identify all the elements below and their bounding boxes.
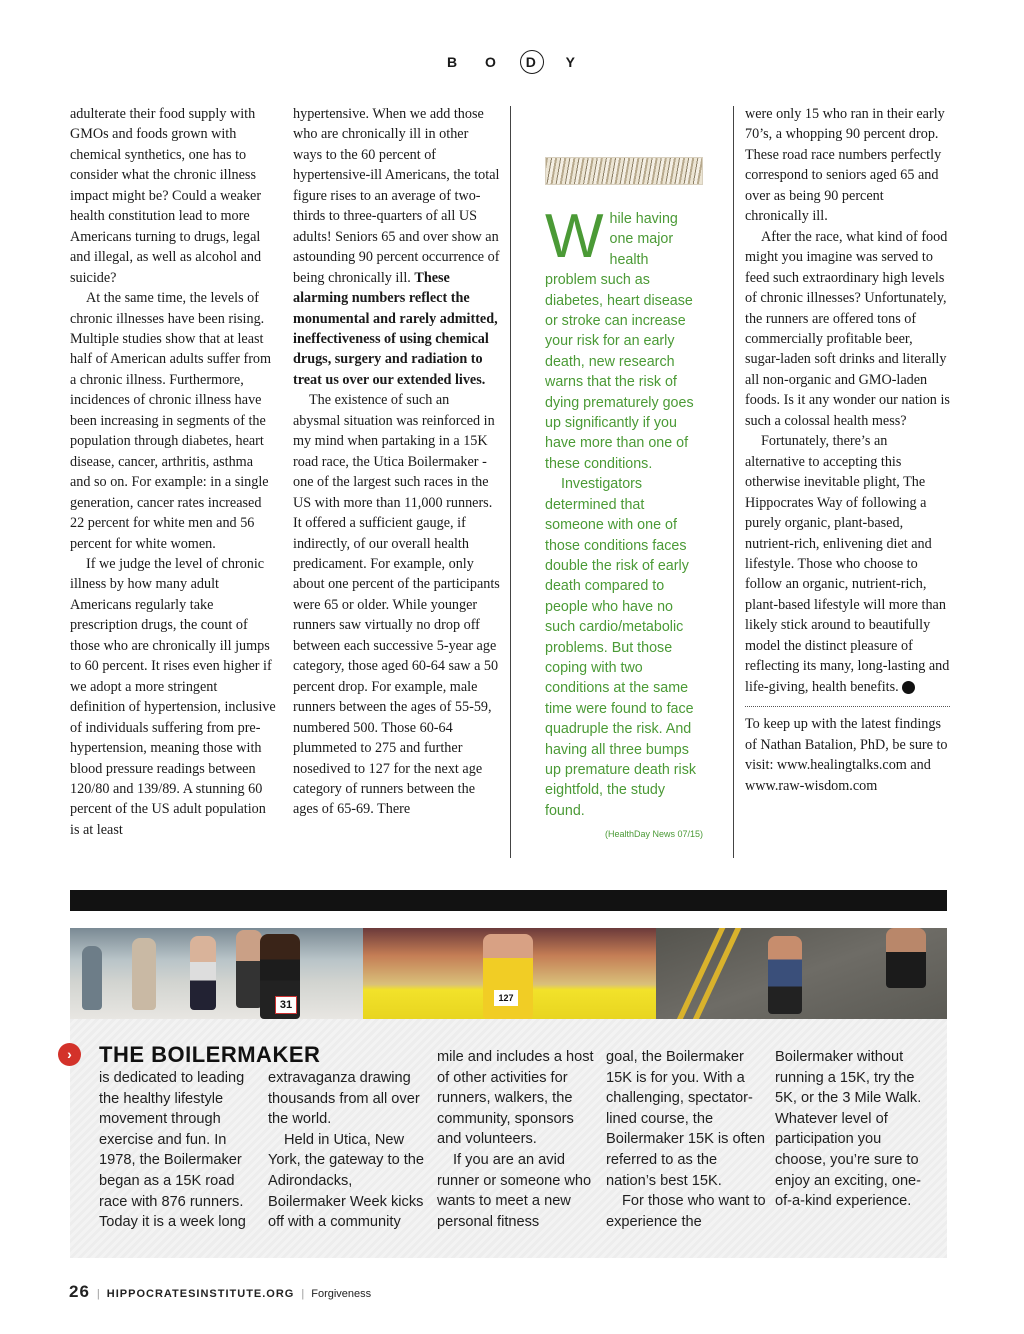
author-note: To keep up with the latest findings of Nathan Batalion, PhD, be sure to visit: www.healingtalks.com and www.raw-wisdom.com bbox=[745, 716, 948, 794]
paragraph: The existence of such an abysmal situation was reinforced in my mind when partaking in a 15K road race, the Utica Boilermaker - one of the largest such races in the US with more than 11,000 runners. It offered a sufficient gauge, if indirectly, of our overall health predicament. For example, only about one percent of the participants were 65 or older. While younger runners saw virtually no drop off between each successive 5-year age category, those aged 60-64 saw a 50 percent drop. For example, male runners between the ages of 55-59, numbered 500. Those 60-64 plummeted to 275 and further nosedived to 127 for the next age category of runners between the ages of 65-69. There bbox=[293, 392, 500, 818]
paragraph bbox=[545, 202, 703, 474]
paragraph: were only 15 who ran in their early 70’s, a whopping 90 percent drop. These road race numbers perfectly correspond to seniors aged 65 and over as being 90 percent chronically ill. bbox=[745, 106, 945, 225]
paragraph-text: hypertensive. When we add those who are chronically ill in other ways to the 60 percent of hypertensive-ill Americans, the total figure rises to an average of two-thirds to three-quarters of all US adults! Seniors 65 and over show an astounding 90 percent occurrence of being chronically ill. bbox=[293, 106, 500, 286]
boilermaker-column-1 bbox=[99, 1068, 259, 1233]
header-letter: O bbox=[485, 54, 498, 70]
website-label: HIPPOCRATESINSTITUTE.ORG bbox=[106, 1288, 295, 1300]
paragraph-text: hile having one major health problem such as diabetes, heart disease or stroke can increase your risk for an early death, new research warns that the risk of dying prematurely goes up significantly if you have more than one of these conditions. bbox=[545, 211, 694, 472]
dotted-divider bbox=[745, 706, 950, 707]
road-runner-photo bbox=[656, 928, 947, 1019]
paragraph: Investigators determined that someone with one of those conditions faces double the risk of early death compared to people who have no such cardio/metabolic problems. But those coping with two conditions at the same time were found to face quadruple the risk. And having all three bumps up premature death risk eightfold, the study found. bbox=[545, 476, 696, 819]
bold-statement: These alarming numbers reflect the monumental and rarely admitted, ineffectiveness of using chemical drugs, surgery and radiation to treat us over our extended lives. bbox=[293, 269, 498, 388]
paragraph: For those who want to experience the bbox=[606, 1193, 766, 1230]
boilermaker-column-3 bbox=[437, 1047, 597, 1232]
paragraph: After the race, what kind of food might you imagine was served to feed such extraordinary high levels of chronic illnesses? Unfortunately, the runners are offered tons of commercially profitable beer, sugar-laden soft drinks and literally all non-organic and GMO-laden foods. Is it any wonder our nation is such a colossal health mess? bbox=[745, 228, 950, 429]
source-credit: (HealthDay News 07/15) bbox=[604, 829, 703, 840]
column-divider bbox=[510, 106, 511, 858]
drop-cap: W bbox=[545, 202, 604, 271]
section-header bbox=[0, 50, 1024, 74]
paragraph: adulterate their food supply with GMOs and foods grown with chemical synthetics, one has to consider what the chronic illness impact might be? Could a weaker health constitution lead to more Americans turning to drugs, legal and illegal, as well as alcohol and suicide? bbox=[70, 106, 262, 286]
header-letter: B bbox=[446, 54, 460, 70]
article-column-1 bbox=[70, 104, 276, 840]
twig-photo bbox=[545, 157, 703, 185]
sidebar-quote bbox=[545, 157, 703, 839]
paragraph: If you are an avid runner or someone who wants to meet a new personal fitness bbox=[437, 1151, 592, 1230]
runner-figure bbox=[132, 938, 156, 1010]
paragraph: extravaganza drawing thousands from all over the world. bbox=[268, 1070, 420, 1128]
runner-figure bbox=[768, 936, 802, 1014]
end-mark-icon: H bbox=[902, 681, 915, 694]
paragraph: mile and includes a host of other activities for runners, walkers, the community, sponsors and volunteers. bbox=[437, 1049, 594, 1148]
paragraph: At the same time, the levels of chronic illnesses have been rising. Multiple studies show that at least half of American adults suffer from a chronic illness. Furthermore, incidences of chronic illness have been increasing in segments of the population through diabetes, heart disease, cancer, arthritis, asthma and so on. For example: in a single generation, cancer rates increased 22 percent for white men and 56 percent for white women. bbox=[70, 290, 272, 552]
runner-figure bbox=[236, 930, 262, 1008]
paragraph bbox=[293, 104, 500, 390]
paragraph: Held in Utica, New York, the gateway to the Adirondacks, Boilermaker Week kicks off with a community bbox=[268, 1131, 425, 1231]
race-bib: 127 bbox=[494, 990, 518, 1006]
header-letter-circled: D bbox=[520, 50, 544, 74]
paragraph: If we judge the level of chronic illness by how many adult Americans regularly take prescription drugs, the count of those who are chronically ill jumps to 60 percent. It rises even higher if we adopt a more stringent definition of hypertension, inclusive of individuals suffering from pre-hypertension, meaning those with blood pressure readings between 120/80 and 139/89. A stunning 60 percent of the US adult population is at least bbox=[70, 555, 276, 838]
boilermaker-column-4 bbox=[606, 1047, 766, 1232]
divider-bar bbox=[70, 890, 947, 911]
paragraph: goal, the Boilermaker 15K is for you. With a challenging, spectator-lined course, the Boilermaker 15K is often referred to as the nation’s best 15K. bbox=[606, 1049, 765, 1189]
paragraph-text: Fortunately, there’s an alternative to accepting this otherwise inevitable plight, The Hippocrates Way of following a purely organic, plant-based, nutrient-rich, enlivening diet and lifestyle. Those who choose to follow an organic, nutrient-rich, plant-based lifestyle will more than likely stick around to beautifully model the distinct pleasure of reflecting its many, long-lasting and life-giving, health benefits. bbox=[745, 433, 950, 695]
chevron-right-icon: › bbox=[58, 1043, 81, 1066]
runner-figure bbox=[190, 936, 216, 1010]
boilermaker-column-2 bbox=[268, 1068, 428, 1233]
finish-line-photo bbox=[363, 928, 656, 1019]
paragraph bbox=[745, 431, 950, 697]
footer-separator: | bbox=[301, 1288, 305, 1300]
boilermaker-column-5 bbox=[775, 1047, 935, 1212]
boilermaker-title: THE BOILERMAKER bbox=[99, 1042, 321, 1067]
race-photo-strip bbox=[70, 928, 947, 1019]
race-bib: 31 bbox=[275, 996, 297, 1014]
runner-figure bbox=[886, 928, 926, 988]
runners-photo bbox=[70, 928, 363, 1019]
article-column-2 bbox=[293, 104, 500, 820]
page-number: 26 bbox=[69, 1282, 90, 1301]
sidebar-text bbox=[545, 202, 703, 821]
paragraph: is dedicated to leading the healthy lifestyle movement through exercise and fun. In 1978, the Boilermaker began as a 15K road race with 876 runners. Today it is a week long bbox=[99, 1070, 246, 1231]
runner-figure bbox=[82, 946, 102, 1010]
section-label: Forgiveness bbox=[311, 1288, 372, 1300]
article-column-4 bbox=[745, 104, 950, 796]
paragraph: Boilermaker without running a 15K, try the 5K, or the 3 Mile Walk. Whatever level of participation you choose, you’re sure to enjoy an exciting, one-of-a-kind experience. bbox=[775, 1049, 922, 1210]
page-footer bbox=[69, 1282, 371, 1302]
column-divider bbox=[733, 106, 734, 858]
header-letter: Y bbox=[565, 54, 578, 70]
runner-figure bbox=[483, 934, 533, 1019]
footer-separator: | bbox=[96, 1288, 100, 1300]
